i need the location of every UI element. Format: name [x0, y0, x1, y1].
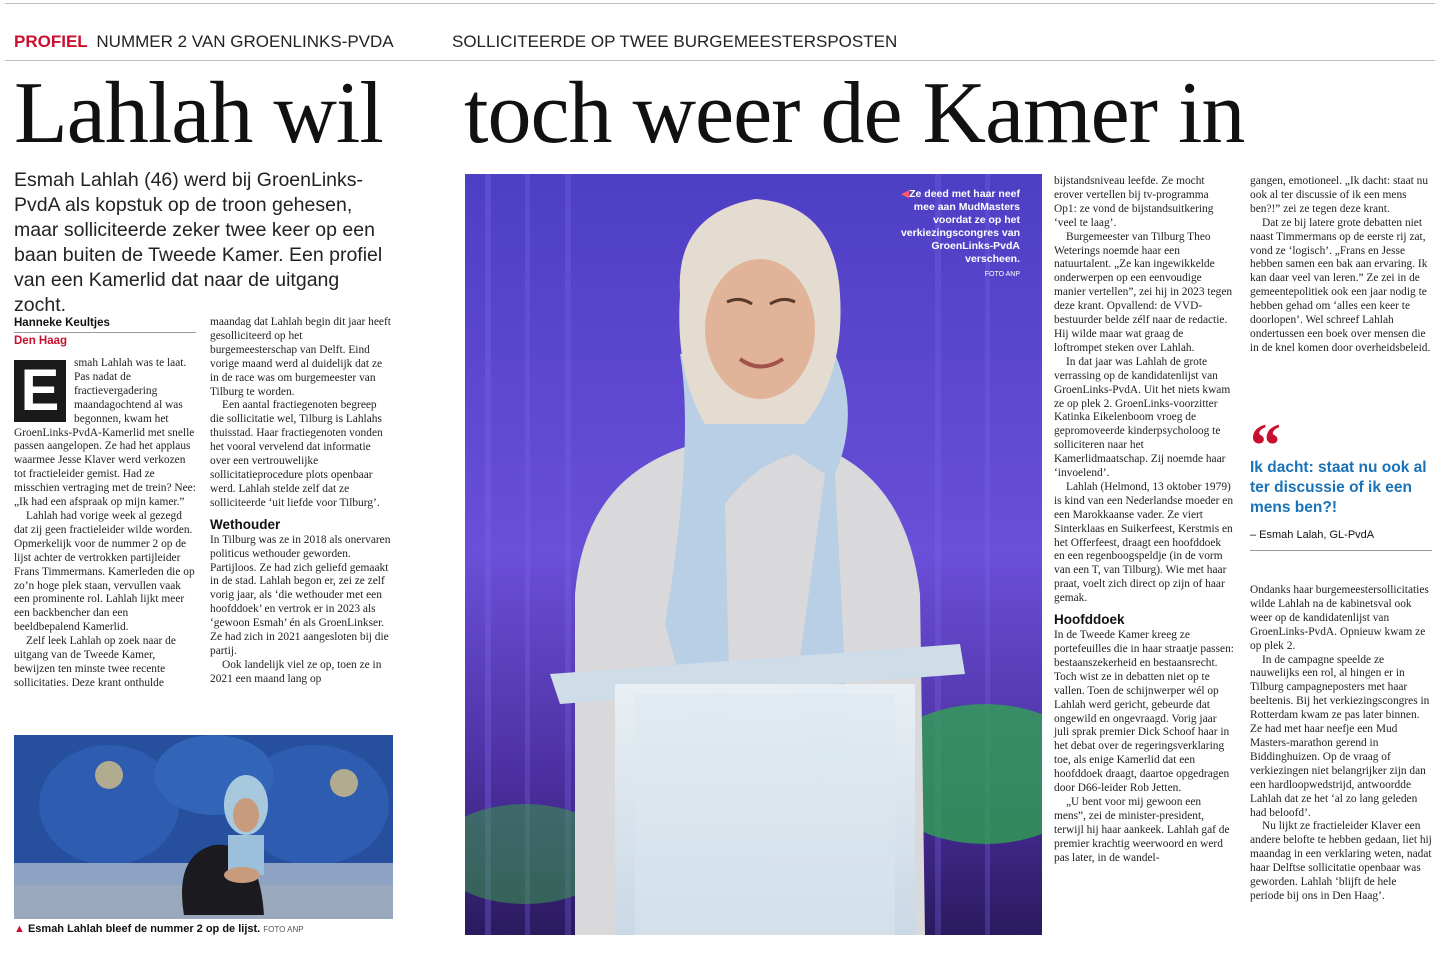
photo-main-caption — [884, 188, 1020, 281]
paragraph: Lahlah (Helmond, 13 oktober 1979) is kind van een Nederlandse moeder en een Marokkaanse vader. Ze viert Sinterklaas en Suikerfeest, Kerstmis en het Offerfeest, draagt een hoofddoek en een regenboogspeldje (in de vorm van een T, van Tilburg). Wie met haar praat, voelt zich direct op zijn of haar gemak. — [1054, 480, 1234, 605]
photo-lahlah-on-stage — [465, 174, 1042, 935]
article-column-4-continued — [1250, 584, 1432, 904]
caption-text: Esmah Lahlah bleef de nummer 2 op de lijst. — [27, 923, 261, 935]
caption-credit: FOTO ANP — [263, 925, 304, 934]
article-column-4 — [1250, 175, 1432, 356]
kicker-text: NUMMER 2 VAN GROENLINKS-PVDA — [96, 32, 394, 51]
paragraph: gangen, emotioneel. „Ik dacht: staat nu ook al ter discussie of ik een mens ben?!” zei ze tegen deze krant. — [1250, 175, 1429, 215]
caption-triangle-icon: ▲ — [14, 923, 25, 935]
quote-attribution: – Esmah Lalah, GL-PvdA — [1250, 529, 1375, 541]
main-photo-illustration — [465, 174, 1042, 935]
byline-place: Den Haag — [14, 335, 68, 347]
headline-part-2: toch weer de Kamer in — [464, 65, 1245, 162]
paragraph: smah Lahlah was te laat. Pas nadat de fractievergadering maandagochtend al was begonnen, kwam het GroenLinks-PvdA-Kamerlid met snelle passen aangelopen. Ze had het applaus waarmee Jesse Klaver werd verkozen tot fractieleider gemist. Had ze misschien vertraging met de trein? Nee: „Ik had een afspraak op mijn kamer.” — [14, 357, 196, 509]
photo-illustration — [14, 735, 393, 919]
paragraph: Ook landelijk viel ze op, toen ze in 2021 een maand lang op — [210, 658, 382, 685]
caption-arrow-icon: ◀ — [901, 188, 910, 200]
paragraph: Lahlah had vorige week al gezegd dat zij geen fractieleider wilde worden. Opmerkelijk voor de nummer 2 op de lijst achter de vertrokken partijleider Frans Timmermans. Kamerleden die op zo’n hoge plek staan, vervullen vaak een prominente rol. Lahlah lijkt meer een backbencher dan een beeldbepalend Kamerlid. — [14, 509, 195, 634]
quote-mark-icon: “ — [1250, 424, 1281, 458]
paragraph: Zelf leek Lahlah op zoek naar de uitgang van de Tweede Kamer, bewijzen ten minste twee recente sollicitaties. Deze krant onthulde — [14, 635, 176, 689]
paragraph: bijstandsniveau leefde. Ze mocht erover vertellen bij tv-programma Op1: ze vond de bijstandsuitkering ‘veel te laag’. — [1054, 175, 1214, 229]
byline-rule — [14, 332, 196, 333]
header-kicker — [14, 32, 394, 52]
paragraph: „U bent voor mij gewoon een mens”, zei de minister-president, terwijl hij haar aankeek. Lahlah gaf de premier krachtig weerwoord en werd pas later, in de wandel- — [1054, 795, 1230, 864]
paragraph: Ondanks haar burgemeestersollicitaties wilde Lahlah na de kabinetsval ook weer op de kandidatenlijst van GroenLinks-PvdA. Opnieuw kwam ze op plek 2. — [1250, 584, 1429, 652]
paragraph: maandag dat Lahlah begin dit jaar heeft gesolliciteerd op het burgemeesterschap van Delft. Eind vorige maand werd al duidelijk dat ze in de race was om burgemeester van Tilburg te worden. — [210, 316, 391, 398]
pull-quote — [1250, 424, 1432, 551]
article-column-3 — [1054, 175, 1234, 866]
photo-small-caption — [14, 922, 404, 937]
header-rule — [5, 60, 1435, 61]
quote-rule — [1250, 550, 1432, 551]
paragraph: In dat jaar was Lahlah de grote verrassing op de kandidatenlijst van GroenLinks-PvdA. Uit het niets kwam ze op plek 2. GroenLinks-voorzitter Katinka Eikelenboom vroeg de gepromoveerde kinderpsycholoog te solliciteren naar het Kamerlidmaatschap. Zij noemde haar ‘invoelend’. — [1054, 355, 1231, 480]
kicker-text-2: SOLLICITEERDE OP TWEE BURGEMEESTERSPOSTEN — [452, 32, 898, 51]
paragraph: In de Tweede Kamer kreeg ze portefeuilles die in haar straatje passen: bestaanszekerheid en bestaansrecht. Toch wist ze in debatten niet op te vallen. Toen de schijnwerper wél op Lahlah werd gericht, gebeurde dat ongewild en ongevraagd. Vorig jaar juli sprak premier Dick Schoof haar in het debat over de regeringsverklaring toe, als enige Kamerlid dat een hoofddoek draagt, daartoe opgedragen door D66-leider Rob Jetten. — [1054, 629, 1234, 795]
byline-author: Hanneke Keultjes — [14, 317, 110, 329]
paragraph: In de campagne speelde ze nauwelijks een rol, al hingen er in Tilburg campagneposters met haar beeltenis. Bij het verkiezingscongres in Rotterdam kwam ze pas later binnen. Ze had met haar neefje een Mud Masters-marathon gerend in Biddinghuizen. Op de vraag of verkiezingen niet belangrijker zijn dan een hardloopwedstrijd, antwoordde Lahlah dat ze het ‘al zo lang geleden had beloofd’. — [1250, 653, 1430, 819]
paragraph: Nu lijkt ze fractieleider Klaver een andere belofte te hebben gedaan, liet hij maandag in een verklaring weten, nadat haar Delftse sollicitatie openbaar was geworden. Lahlah ‘blijft de hele periode bij ons in Den Haag’. — [1250, 820, 1432, 902]
article-column-1 — [14, 357, 196, 691]
article-column-2 — [210, 316, 392, 687]
photo-lahlah-in-kamer — [14, 735, 393, 919]
drop-cap: E — [14, 360, 66, 422]
caption-text: Ze deed met haar neef mee aan MudMasters voordat ze op het verkiezingscongres van GroenLinks-PvdA verscheen. — [900, 188, 1020, 265]
paragraph: Dat ze bij latere grote debatten niet naast Timmermans op de eerste rij zat, vond ze ‘logisch’. „Frans en Jesse hebben samen een bak aan ervaring. Ik kan daar veel van leren.” Ze zei in de gemeentepolitiek ook een jaar nodig te hebben gehad om ‘alles een keer te doorlopen’. Wel schreef Lahlah ondertussen een boek over mensen die in de knel komen door overheidsbeleid. — [1250, 216, 1431, 354]
subheading-wethouder: Wethouder — [210, 516, 281, 532]
subheading-hoofddoek: Hoofddoek — [1054, 612, 1125, 628]
paragraph: In Tilburg was ze in 2018 als onervaren politicus wethouder geworden. Partijloos. Ze had zich geliefd gemaakt in de stad. Lahlah begon er, zei ze zelf vorig jaar, als ‘die wethouder met een hoofddoek’ en vertrok er in 2023 als ‘gewoon Esmah’ én als GroenLinkser. Ze had zich in 2021 aangesloten bij die partij. — [210, 533, 391, 657]
section-label: PROFIEL — [14, 32, 88, 51]
top-rule — [5, 3, 1435, 4]
headline-part-1: Lahlah wil — [14, 65, 383, 162]
intro-text: Esmah Lahlah (46) werd bij GroenLinks-PvdA als kopstuk op de troon gehesen, maar solliciteerde zeker twee keer op een baan buiten de Tweede Kamer. Een profiel van een Kamerlid dat naar de uitgang zocht. — [14, 169, 383, 316]
caption-credit: FOTO ANP — [984, 271, 1020, 278]
quote-text: Ik dacht: staat nu ook al ter discussie of ik een mens ben?! — [1250, 459, 1427, 516]
paragraph: Een aantal fractiegenoten begreep die sollicitatie wel, Tilburg is Lahlahs thuisstad. Haar fractiegenoten vonden het vooral vervelend dat informatie over een vertrouwelijke sollicitatieprocedure plots openbaar werd. Lahlah stelde zelf dat ze solliciteerde ‘uit liefde voor Tilburg’. — [210, 399, 383, 509]
paragraph: Burgemeester van Tilburg Theo Weterings noemde haar een natuurtalent. „Ze kan ingewikkelde onderwerpen op een eenvoudige manier vertellen”, zei hij in 2023 tegen deze krant. Opvallend: de VVD-bestuurder belde zélf naar de redactie. Hij wilde maar wat graag de loftrompet steken over Lahlah. — [1054, 230, 1233, 354]
